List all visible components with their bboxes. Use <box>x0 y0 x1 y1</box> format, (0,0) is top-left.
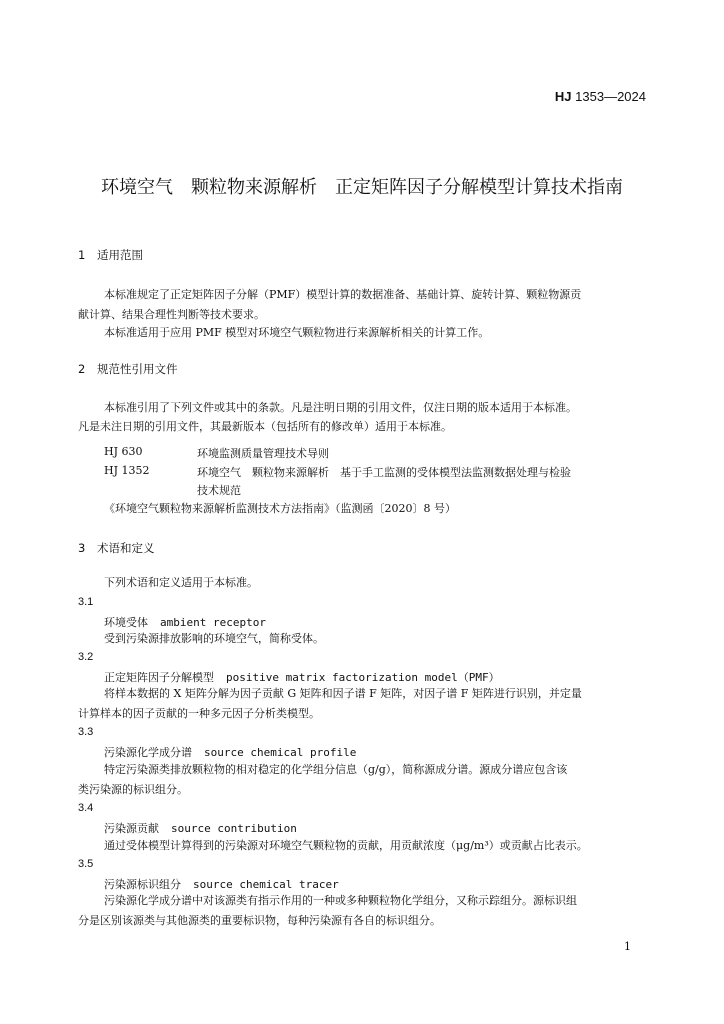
term-definition: 将样本数据的 X 矩阵分解为因子贡献 G 矩阵和因子谱 F 矩阵，对因子谱 F 矩阵进行识别，并定量 <box>104 687 582 700</box>
section-heading: 2 规范性引用文件 <box>78 362 178 376</box>
term-heading: 正定矩阵因子分解模型 positive matrix factorization model（PMF） <box>104 671 500 684</box>
term-number: 3.5 <box>78 858 94 870</box>
term-number: 3.4 <box>78 802 94 814</box>
term-definition: 计算样本的因子贡献的一种多元因子分析类模型。 <box>78 707 320 720</box>
term-heading: 环境受体 ambient receptor <box>104 616 266 629</box>
standard-code: HJ 1353—2024 <box>554 89 646 104</box>
term-definition: 受到污染源排放影响的环境空气，简称受体。 <box>104 632 324 645</box>
term-heading: 污染源化学成分谱 source chemical profile <box>104 746 357 759</box>
term-definition: 污染源化学成分谱中对该源类有指示作用的一种或多种颗粒物化学组分，又称示踪组分。源标识组 <box>104 894 577 907</box>
term-heading: 污染源贡献 source contribution <box>104 822 297 835</box>
paragraph-line: 下列术语和定义适用于本标准。 <box>104 576 258 589</box>
term-number: 3.1 <box>78 596 94 608</box>
term-number: 3.3 <box>78 726 94 738</box>
term-definition: 类污染源的标识组分。 <box>78 783 188 796</box>
page-number: 1 <box>624 940 631 953</box>
paragraph-line: 本标准规定了正定矩阵因子分解（PMF）模型计算的数据准备、基础计算、旋转计算、颗粒物源贡 <box>104 288 582 301</box>
term-definition: 特定污染源类排放颗粒物的相对稳定的化学组分信息（g/g），简称源成分谱。源成分谱应包含该 <box>104 763 568 776</box>
reference-title: 环境空气 颗粒物来源解析 基于手工监测的受体模型法监测数据处理与检验 <box>197 466 571 479</box>
term-definition: 分是区别该源类与其他源类的重要标识物，每种污染源有各自的标识组分。 <box>78 914 441 927</box>
term-heading: 污染源标识组分 source chemical tracer <box>104 878 339 891</box>
term-number: 3.2 <box>78 651 94 663</box>
section-heading: 1 适用范围 <box>78 248 143 262</box>
paragraph-line: 凡是未注日期的引用文件，其最新版本（包括所有的修改单）适用于本标准。 <box>78 420 452 433</box>
reference-title: 环境监测质量管理技术导则 <box>197 447 329 460</box>
document-title: 环境空气 颗粒物来源解析 正定矩阵因子分解模型计算技术指南 <box>101 177 623 198</box>
section-heading: 3 术语和定义 <box>78 541 155 555</box>
paragraph-line: 本标准引用了下列文件或其中的条款。凡是注明日期的引用文件，仅注日期的版本适用于本标准。 <box>104 401 577 414</box>
paragraph-line: 本标准适用于应用 PMF 模型对环境空气颗粒物进行来源解析相关的计算工作。 <box>104 326 490 339</box>
term-definition: 通过受体模型计算得到的污染源对环境空气颗粒物的贡献，用贡献浓度（μg/m³）或贡献占比表示。 <box>104 839 588 852</box>
reference-title-continued: 技术规范 <box>197 484 241 497</box>
reference-document: 《环境空气颗粒物来源解析监测技术方法指南》（监测函〔2020〕8 号） <box>104 502 456 515</box>
reference-code: HJ 1352 <box>104 464 150 477</box>
paragraph-line: 献计算、结果合理性判断等技术要求。 <box>78 308 265 321</box>
reference-code: HJ 630 <box>104 445 143 458</box>
